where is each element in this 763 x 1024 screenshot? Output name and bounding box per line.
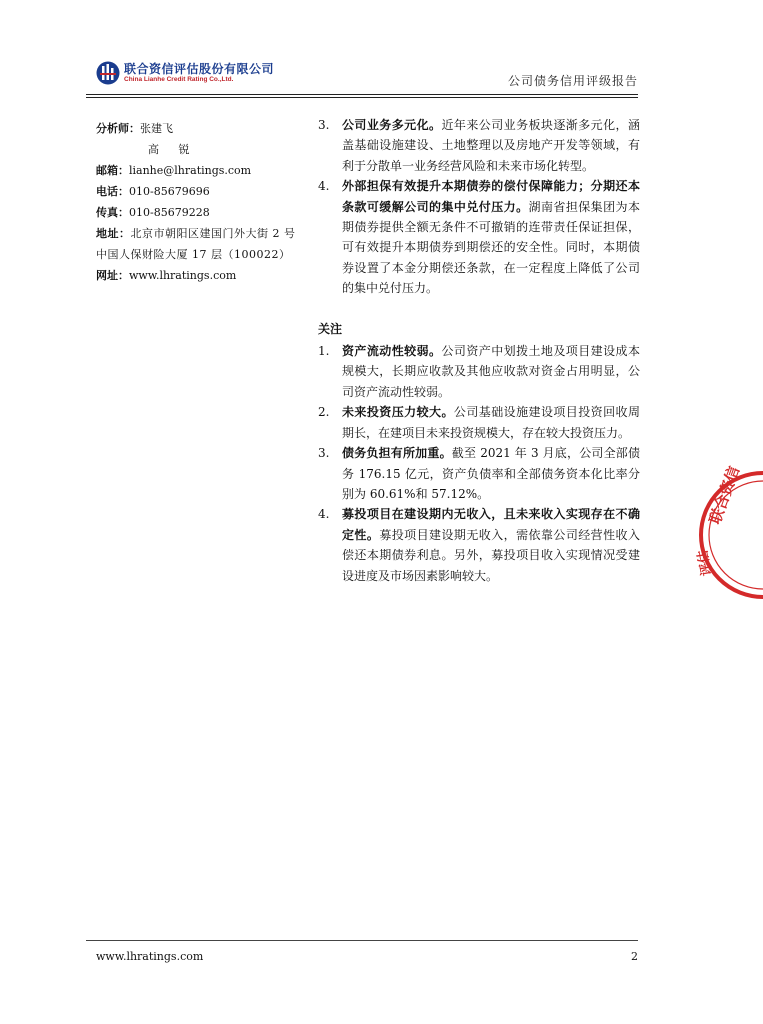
item-number: 1. xyxy=(318,344,330,359)
website-label: 网址： xyxy=(96,269,129,282)
item-title: 公司业务多元化。 xyxy=(342,118,442,132)
fax-row xyxy=(96,202,306,223)
concern-item xyxy=(318,402,640,443)
item-number: 3. xyxy=(318,446,330,461)
concern-item xyxy=(318,341,640,402)
item-number: 4. xyxy=(318,507,330,522)
strength-item xyxy=(318,115,640,176)
analyst-name-2: 高 锐 xyxy=(148,143,198,156)
strength-item xyxy=(318,176,640,298)
analyst-row xyxy=(96,118,306,139)
company-logo xyxy=(96,60,286,90)
fax-value: 010-85679228 xyxy=(129,206,210,219)
website-value[interactable]: www.lhratings.com xyxy=(129,269,237,282)
fax-label: 传真： xyxy=(96,206,129,219)
item-text: 募投项目建设期无收入，需依靠公司经营性收入偿还本期债券利息。另外，募投项目收入实现情况受建设进度及市场因素影响较大。 xyxy=(342,527,640,583)
item-number: 2. xyxy=(318,405,330,420)
svg-text:联合资信: 联合资信 xyxy=(705,463,744,527)
header-divider-thin xyxy=(86,97,638,98)
item-title: 外部担保有效提升本期债券的偿付保障能力；分期还本条款可缓解公司的集中兑付压力。 xyxy=(342,179,640,214)
email-label: 邮箱： xyxy=(96,164,129,177)
footer-url[interactable]: www.lhratings.com xyxy=(96,950,204,963)
logo-chinese-text: 联合资信评估股份有限公司 xyxy=(124,62,275,76)
company-seal-icon xyxy=(693,455,763,615)
address-row xyxy=(96,223,306,265)
email-value[interactable]: lianhe@lhratings.com xyxy=(129,164,252,177)
phone-value: 010-85679696 xyxy=(129,185,210,198)
website-row xyxy=(96,265,306,286)
report-title: 公司债务信用评级报告 xyxy=(507,74,638,88)
item-title: 募投项目在建设期内无收入，且未来收入实现存在不确定性。 xyxy=(342,507,640,542)
page-number: 2 xyxy=(631,950,638,963)
item-number: 4. xyxy=(318,179,330,194)
address-value: 北京市朝阳区建国门外大街 2 号中国人保财险大厦 17 层（100022） xyxy=(96,227,296,261)
logo-mark-icon xyxy=(96,60,120,86)
analyst-label: 分析师： xyxy=(96,122,140,135)
phone-label: 电话： xyxy=(96,185,129,198)
concerns-heading: 关注 xyxy=(318,321,343,336)
email-row xyxy=(96,160,306,181)
rating-points xyxy=(318,115,640,586)
analyst-name-1: 张建飞 xyxy=(140,122,173,135)
item-title: 债务负担有所加重。 xyxy=(342,446,452,461)
concern-item xyxy=(318,504,640,586)
item-text: 公司基础设施建设项目投资回收周期长，在建项目未来投资规模大，存在较大投资压力。 xyxy=(342,405,640,440)
contact-info xyxy=(96,118,306,286)
item-title: 未来投资压力较大。 xyxy=(342,405,454,420)
item-text: 湖南省担保集团为本期债券提供全额无条件不可撤销的连带责任保证担保，可有效提升本期债券到期偿还的安全性。同时，本期债券设置了本金分期偿还条款，在一定程度上降低了公司的集中兑付压力。 xyxy=(342,199,640,296)
svg-text:评估: 评估 xyxy=(695,548,715,577)
address-label: 地址： xyxy=(96,227,131,240)
item-text: 公司资产中划拨土地及项目建设成本规模大，长期应收款及其他应收款对资金占用明显，公司资产流动性较弱。 xyxy=(342,344,640,399)
item-text: 近年来公司业务板块逐渐多元化，涵盖基础设施建设、土地整理以及房地产开发等领域，有利于分散单一业务经营风险和未来市场化转型。 xyxy=(342,118,640,173)
footer-divider xyxy=(86,940,638,941)
header-divider xyxy=(86,94,638,95)
item-number: 3. xyxy=(318,118,330,132)
phone-row xyxy=(96,181,306,202)
logo-english-text: China Lianhe Credit Rating Co.,Ltd. xyxy=(124,76,234,83)
item-text: 截至 2021 年 3 月底，公司全部债务 176.15 亿元，资产负债率和全部债务资本化比率分别为 60.61%和 57.12%。 xyxy=(342,446,640,501)
item-title: 资产流动性较弱。 xyxy=(342,344,442,359)
concern-item xyxy=(318,443,640,504)
